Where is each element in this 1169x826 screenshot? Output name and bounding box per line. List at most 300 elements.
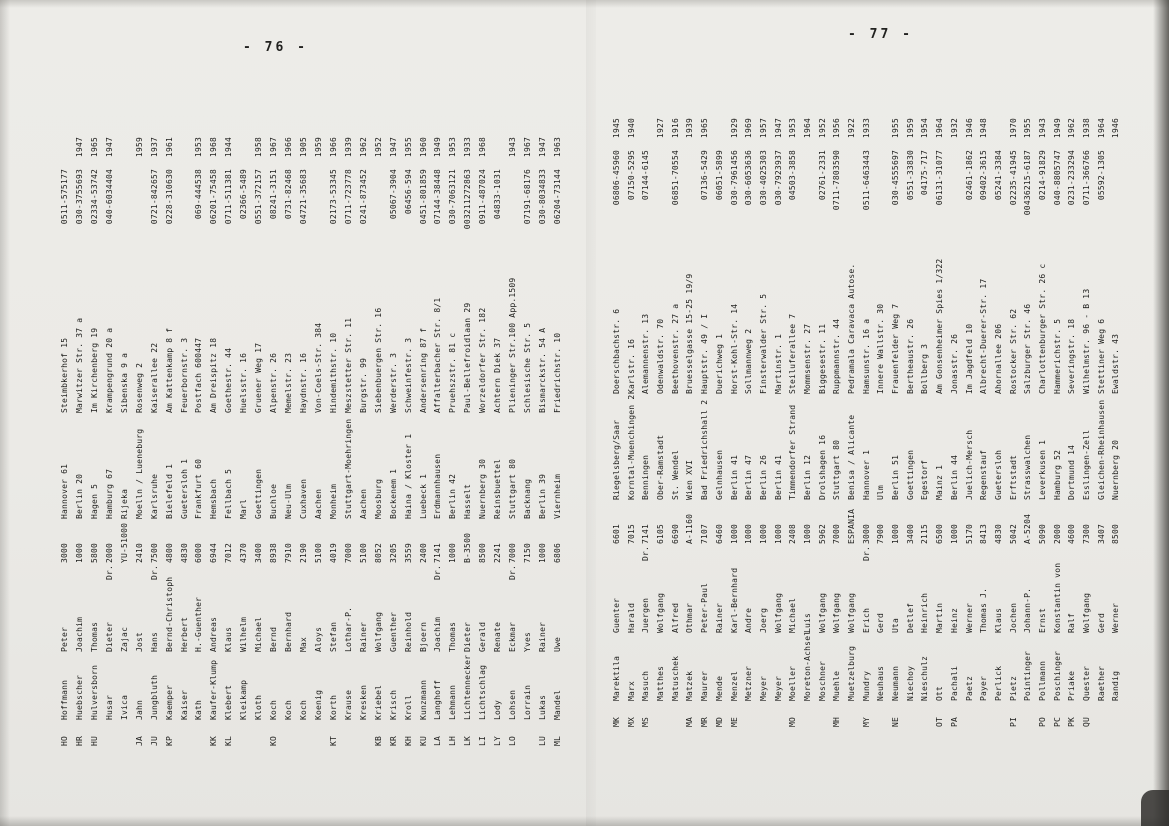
entry-code: PC (1052, 716, 1062, 727)
entry-city: Rijeka (119, 488, 129, 519)
entry-postal-code: ESPANIA (847, 508, 856, 544)
entry-street: Huelsstr. 16 (239, 352, 249, 413)
entry-city: Mainz 1 (935, 464, 945, 500)
entry-street: Finsterwalder Str. 5 (758, 293, 768, 394)
entry-street: Mommsenstr. 27 (802, 323, 812, 394)
entry-street: Burgstr. 99 (358, 357, 368, 413)
directory-entry-row (431, 137, 446, 746)
entry-city: Erftstadt (1008, 454, 1018, 500)
directory-entry-row (402, 137, 417, 746)
entry-city: Luebeck 1 (418, 473, 428, 519)
entry-surname: Meyer (773, 675, 783, 701)
entry-first-name: Renate (493, 621, 503, 652)
directory-entry-row (772, 118, 787, 727)
directory-entry-row (267, 137, 282, 746)
entry-phone: 00436215-6187 (1023, 150, 1033, 216)
entry-first-name: Luis (802, 612, 812, 633)
entry-city: Hannover 1 (861, 449, 871, 500)
entry-surname: Priake (1067, 670, 1077, 701)
entry-surname: Nieschulz (920, 655, 930, 701)
entry-first-name: Peter-Paul (700, 582, 710, 633)
entry-title: Dr. (149, 564, 159, 580)
entry-phone: 02461-1862 (964, 150, 974, 201)
entry-title: Dr. (641, 545, 651, 561)
entry-postal-code: 3559 (403, 542, 413, 563)
entry-street: Andersenring 87 f (418, 327, 428, 413)
entry-year: 1947 (388, 137, 398, 158)
entry-first-name: Joachim (74, 616, 84, 652)
entry-first-name: Thomas J. (979, 587, 989, 633)
entry-surname: Niechoy (905, 665, 915, 701)
entry-year: 1959 (134, 137, 144, 158)
entry-surname: Pollmann (1037, 660, 1047, 701)
entry-street: Von-Coels-Str. 384 (313, 322, 323, 413)
entry-surname: Kloth (254, 694, 264, 720)
entry-postal-code: 1000 (729, 523, 739, 544)
entry-postal-code: 8938 (269, 542, 279, 563)
entry-code: MX (626, 716, 636, 727)
entry-street: Rostocker Str. 62 (1008, 308, 1018, 394)
entry-first-name: Dieter (463, 621, 473, 652)
entry-surname: Ivica (119, 694, 129, 720)
directory-entry-row (1109, 118, 1124, 727)
entry-street: Severingstr. 18 (1067, 318, 1077, 394)
directory-entry-row (845, 118, 860, 727)
directory-entry-row (933, 118, 948, 727)
directory-entry-row (118, 137, 133, 746)
entry-surname: Lukas (538, 694, 547, 720)
entry-year: 1946 (964, 118, 974, 139)
entry-first-name: Aloys (313, 626, 323, 652)
entry-postal-code: 3000 (861, 523, 871, 544)
entry-city: Moosburg (373, 478, 383, 519)
entry-city: Reinsbuettel (493, 458, 503, 519)
directory-entry-row (625, 118, 640, 727)
directory-entry-row (506, 137, 521, 746)
entry-phone: 030-4555697 (891, 150, 901, 206)
entry-year: 1945 (612, 118, 621, 139)
entry-phone: 07191-68176 (523, 169, 533, 225)
entry-street: Affalterbacher Str. 8/1 (433, 297, 443, 413)
entry-street: Worzeldorfer Str. 182 (478, 307, 488, 413)
entry-surname: Lichtennecker (463, 654, 473, 720)
entry-phone: 02366-5489 (239, 169, 249, 220)
entry-phone: 08241-3151 (269, 169, 279, 220)
entry-city: Goettingen (254, 468, 264, 519)
entry-code: MR (700, 716, 710, 727)
entry-postal-code: 2241 (493, 542, 503, 563)
entry-street: Martinstr. 1 (773, 333, 783, 394)
entry-year: 1964 (1096, 118, 1106, 139)
scan-edge-right (1153, 0, 1169, 826)
directory-entry-row (683, 118, 698, 727)
entry-street: Im Jagdfeld 10 (964, 323, 974, 394)
entry-postal-code: 7500 (149, 542, 159, 563)
entry-postal-code: 2000 (1052, 523, 1062, 544)
entry-code: NE (891, 716, 901, 727)
entry-phone: 0228-310630 (164, 169, 174, 225)
directory-entry-row (297, 137, 312, 746)
entry-surname: Masuch (641, 670, 651, 701)
entry-city: Hamburg 67 (104, 468, 114, 519)
entry-city: Hannover 61 (60, 463, 69, 519)
entry-year: 1970 (1008, 118, 1018, 139)
entry-street: Schlesische Str. 5 (523, 322, 533, 413)
entry-street: Jonasstr. 26 (949, 333, 959, 394)
entry-phone: 07144-6145 (641, 150, 651, 201)
entry-postal-code: A-5204 (1023, 513, 1033, 544)
entry-street: Horst-Kohl-Str. 14 (729, 303, 739, 394)
directory-entry-row (536, 137, 551, 746)
entry-street: Bollberg 3 (920, 343, 930, 394)
entry-year: 1937 (149, 137, 159, 158)
entry-postal-code: 2000 (104, 542, 114, 563)
entry-surname: Maurer (700, 670, 710, 701)
entry-city: Fellbach 5 (224, 468, 234, 519)
entry-city: Berlin 41 (773, 454, 783, 500)
directory-entry-row (992, 118, 1007, 727)
entry-first-name: Peter (60, 626, 69, 652)
entry-title: Dr. (104, 564, 114, 580)
entry-city: Nuernberg 20 (1111, 439, 1121, 500)
directory-entry-row (1051, 118, 1066, 727)
entry-surname: Kunzmann (418, 679, 428, 720)
entry-phone: 069-444538 (194, 169, 204, 220)
entry-phone: 030-7923937 (773, 150, 783, 206)
entry-code: HU (89, 735, 99, 746)
entry-city: Dortmund 14 (1067, 444, 1077, 500)
entry-phone: 0711-723778 (343, 169, 353, 225)
entry-postal-code: 1000 (74, 542, 84, 563)
entry-phone: 0911-487024 (478, 169, 488, 225)
entry-year: 1962 (358, 137, 368, 158)
scan-edge-bottom (0, 816, 1169, 826)
entry-year: 1967 (523, 137, 533, 158)
entry-first-name: Michael (254, 616, 264, 652)
entry-city: Benisa / Alicante (847, 414, 856, 500)
entry-surname: Korth (328, 694, 338, 720)
entry-surname: Meyer (758, 675, 768, 701)
entry-postal-code: 5170 (964, 523, 974, 544)
entry-postal-code: 7000 (343, 542, 353, 563)
directory-entry-row (1007, 118, 1022, 727)
entry-surname: Paetz (964, 675, 974, 701)
entry-surname: Kaemper (164, 684, 174, 720)
entry-year: 1955 (1023, 118, 1033, 139)
entry-code: LK (463, 735, 473, 746)
entry-phone: 05241-3384 (993, 150, 1003, 201)
entry-code: KB (373, 735, 383, 746)
entry-phone: 0551-33830 (905, 150, 915, 201)
entry-first-name: Wolfgang (773, 592, 783, 633)
directory-entry-row (387, 137, 402, 746)
entry-code: ML (552, 735, 562, 746)
entry-code: KH (403, 735, 413, 746)
entry-postal-code: 4830 (179, 542, 189, 563)
entry-postal-code: 3407 (1096, 523, 1106, 544)
entry-year: 1954 (920, 118, 930, 139)
entry-surname: Moreton-Achsel (802, 630, 812, 701)
directory-entry-row (1095, 118, 1110, 727)
entry-city: Berlin 47 (744, 454, 754, 500)
entry-city: Haina / Kloster 1 (403, 433, 413, 519)
entry-first-name: Heinz (949, 607, 959, 633)
entry-surname: Lorrain (523, 684, 533, 720)
entry-surname: Matuschek (670, 655, 680, 701)
page-number-left: - 76 - (243, 40, 308, 55)
directory-entry-row (1080, 118, 1095, 727)
entry-postal-code: 5042 (1008, 523, 1018, 544)
entry-code: JA (134, 735, 144, 746)
entry-first-name: Ralf (1067, 612, 1077, 633)
entry-street: Am Gonsenheimer Spies 1/322 (935, 258, 945, 394)
entry-first-name: Rainer (358, 621, 368, 652)
entry-phone: 06806-45960 (612, 150, 621, 206)
entry-year: 1932 (949, 118, 959, 139)
entry-phone: 040-8805747 (1052, 150, 1062, 206)
entry-street: Hauptstr. 49 / I (700, 313, 710, 394)
entry-street: Ahornallee 206 (993, 323, 1003, 394)
entry-street: Gruener Weg 17 (254, 342, 264, 413)
entry-title: Dr. (433, 564, 443, 580)
entry-year: 1949 (1052, 118, 1062, 139)
entry-surname: Matzek (685, 670, 695, 701)
entry-code: LO (508, 735, 518, 746)
entry-first-name: Werner (964, 602, 974, 633)
entry-surname: Krause (343, 689, 353, 720)
entry-phone: 030-6053636 (744, 150, 754, 206)
entry-first-name: Rainer (538, 621, 547, 652)
entry-street: Am Dreispitz 18 (209, 337, 219, 413)
directory-entry-row (904, 118, 919, 727)
entry-first-name: Juergen (641, 597, 651, 633)
entry-postal-code: 4600 (1067, 523, 1077, 544)
entry-code: KT (328, 735, 338, 746)
entry-code: KK (209, 735, 219, 746)
entry-city: St. Wendel (670, 449, 680, 500)
entry-first-name: Jochen (1008, 602, 1018, 633)
entry-postal-code: 3205 (388, 542, 398, 563)
directory-entry-row (889, 118, 904, 727)
entry-surname: Koenig (313, 689, 323, 720)
entry-surname: Jahn (134, 699, 144, 720)
entry-surname: Ott (935, 685, 945, 701)
entry-street: Krampengrund 20 a (104, 327, 114, 413)
entry-code: JU (149, 735, 159, 746)
entry-phone: 040-6034404 (104, 169, 114, 225)
entry-surname: Jungbluth (149, 674, 159, 720)
entry-street: Rosenweg 2 (134, 362, 144, 413)
entry-surname: Kaufer-Klump (209, 659, 219, 720)
entry-surname: Mandel (552, 689, 562, 720)
entry-phone: 06201-75458 (209, 169, 219, 225)
entry-surname: Payer (979, 675, 989, 701)
directory-entry-row (918, 118, 933, 727)
entry-code: LH (448, 735, 458, 746)
directory-entry-row (342, 137, 357, 746)
entry-postal-code: 1000 (949, 523, 959, 544)
entry-first-name: Uta (891, 617, 901, 633)
entry-city: Berlin 44 (949, 454, 959, 500)
entry-postal-code: 7015 (626, 523, 636, 544)
entry-city: Aachen (358, 488, 368, 519)
entry-postal-code: B-3500 (463, 532, 473, 563)
entry-postal-code: 5100 (358, 542, 368, 563)
entry-first-name: Wolfgang (832, 592, 842, 633)
entry-postal-code: 6500 (935, 523, 945, 544)
entry-city: Monheim (328, 483, 338, 519)
entry-year: 1961 (164, 137, 174, 158)
entry-surname: Matthes (656, 665, 666, 701)
directory-entry-row (252, 137, 267, 746)
entry-first-name: Bernd-Christoph (164, 576, 174, 652)
entry-year: 1939 (685, 118, 695, 139)
entry-surname: Kaiser (179, 689, 189, 720)
entry-postal-code: 6000 (194, 542, 204, 563)
entry-first-name: Othmar (685, 602, 695, 633)
directory-entry-row (757, 118, 772, 727)
entry-city: Ulm (876, 484, 886, 500)
entry-postal-code: 6105 (656, 523, 666, 544)
entry-first-name: Guenter (612, 597, 621, 633)
entry-first-name: Uwe (552, 636, 562, 652)
entry-street: Meszstetter Str. 11 (343, 317, 353, 413)
entry-first-name: Johann-P. (1023, 587, 1033, 633)
entry-first-name: Karl-Bernhard (729, 567, 739, 633)
entry-surname: Klebert (224, 684, 234, 720)
entry-first-name: Klaus (224, 626, 234, 652)
entry-street: Alpenstr. 26 (269, 352, 279, 413)
entry-year: 1933 (861, 118, 871, 139)
entry-street: Innere Wallstr. 30 (876, 303, 886, 394)
entry-postal-code: 7300 (1082, 523, 1091, 544)
entry-postal-code: 6601 (612, 523, 621, 544)
entry-first-name: Hans (149, 631, 159, 652)
entry-phone: 0551-372157 (254, 169, 264, 225)
entry-surname: Neumann (891, 665, 901, 701)
entry-first-name: Max (299, 636, 308, 652)
entry-postal-code: 8500 (1111, 523, 1121, 544)
entry-code: MO (788, 716, 798, 727)
directory-entry-row (874, 118, 889, 727)
entry-street: Am Kattenkamp 8 f (164, 327, 174, 413)
entry-phone: 030-7063121 (448, 169, 458, 225)
entry-phone: 09402-3615 (979, 150, 989, 201)
entry-first-name: Guenther (388, 611, 398, 652)
entry-year: 1955 (891, 118, 901, 139)
entry-city: Drolshagen 16 (817, 434, 827, 500)
entry-postal-code: 4830 (993, 523, 1003, 544)
entry-city: Berlin 39 (538, 473, 547, 519)
directory-entry-row (207, 137, 222, 746)
entry-first-name: Wolfgang (656, 592, 666, 633)
entry-postal-code: 4019 (328, 542, 338, 563)
directory-entry-row (178, 137, 193, 746)
entry-city: Goettingen (905, 449, 915, 500)
entry-street: Kaiserallee 22 (149, 342, 159, 413)
directory-entry-row (237, 137, 252, 746)
entry-year: 1933 (463, 137, 473, 158)
entry-city: Hemsbach (209, 478, 219, 519)
entry-year: 1947 (74, 137, 84, 158)
entry-code: LU (538, 735, 547, 746)
entry-city: Berlin 20 (74, 473, 84, 519)
directory-entry-row (830, 118, 845, 727)
directory-table-page-76 (58, 137, 566, 746)
entry-code: ME (729, 716, 739, 727)
entry-postal-code: 7012 (224, 542, 234, 563)
entry-code: OT (935, 716, 945, 727)
entry-phone: 04721-35683 (299, 169, 308, 225)
entry-first-name: Thomas (448, 621, 458, 652)
entry-year: 1964 (802, 118, 812, 139)
entry-first-name: Bernd (269, 626, 279, 652)
entry-surname: Husar (104, 694, 114, 720)
directory-entry-row (461, 137, 476, 746)
directory-entry-row (521, 137, 536, 746)
entry-city: Regenstauf (979, 449, 989, 500)
entry-code: MS (641, 716, 651, 727)
entry-postal-code: 1000 (448, 542, 458, 563)
entry-year: 1916 (670, 118, 680, 139)
entry-surname: Mende (714, 675, 724, 701)
entry-first-name: Bjoern (418, 621, 428, 652)
entry-phone: 0711-511381 (224, 169, 234, 225)
entry-year: 1965 (89, 137, 99, 158)
directory-entry-row (610, 118, 625, 727)
entry-year: 1968 (209, 137, 219, 158)
entry-year: 1943 (508, 137, 518, 158)
entry-street: Paul-Bellefroidlaan 29 (463, 302, 473, 413)
entry-year: 1947 (773, 118, 783, 139)
entry-city: Nuernberg 30 (478, 458, 488, 519)
entry-code: KL (224, 735, 234, 746)
entry-postal-code: 7910 (284, 542, 294, 563)
entry-street: Pruehszstr. 81 c (448, 332, 458, 413)
entry-year: 1952 (817, 118, 827, 139)
directory-entry-row (417, 137, 432, 746)
entry-code: HR (74, 735, 84, 746)
entry-postal-code: 7141 (641, 523, 651, 544)
entry-year: 1952 (373, 137, 383, 158)
entry-year: 1959 (313, 137, 323, 158)
entry-phone: 06851-70554 (670, 150, 680, 206)
directory-entry-row (476, 137, 491, 746)
entry-phone: 030-4025303 (758, 150, 768, 206)
entry-city: Karlsruhe (149, 473, 159, 519)
entry-first-name: Zajac (119, 626, 129, 652)
directory-table-page-77 (610, 118, 1124, 727)
entry-postal-code: 3400 (905, 523, 915, 544)
directory-entry-row (963, 118, 978, 727)
entry-street: Postfach 600447 (194, 337, 204, 413)
entry-city: Stuttgart 80 (508, 458, 518, 519)
directory-entry-row (88, 137, 103, 746)
entry-surname: Kleikamp (239, 679, 249, 720)
entry-year: 1939 (343, 137, 353, 158)
entry-city: Hamburg 52 (1052, 449, 1062, 500)
entry-surname: Kresken (358, 684, 368, 720)
entry-street: Odenwaldstr. 70 (656, 318, 666, 394)
entry-surname: Pachali (949, 665, 959, 701)
entry-street: Friedrichstr. 10 (552, 332, 562, 413)
entry-surname: Langhoff (433, 679, 443, 720)
entry-year: 1922 (847, 118, 856, 139)
entry-street: Achtern Diek 37 (493, 337, 503, 413)
entry-postal-code: 7000 (508, 542, 518, 563)
entry-first-name: Klaus (993, 607, 1003, 633)
entry-year: 1968 (478, 137, 488, 158)
